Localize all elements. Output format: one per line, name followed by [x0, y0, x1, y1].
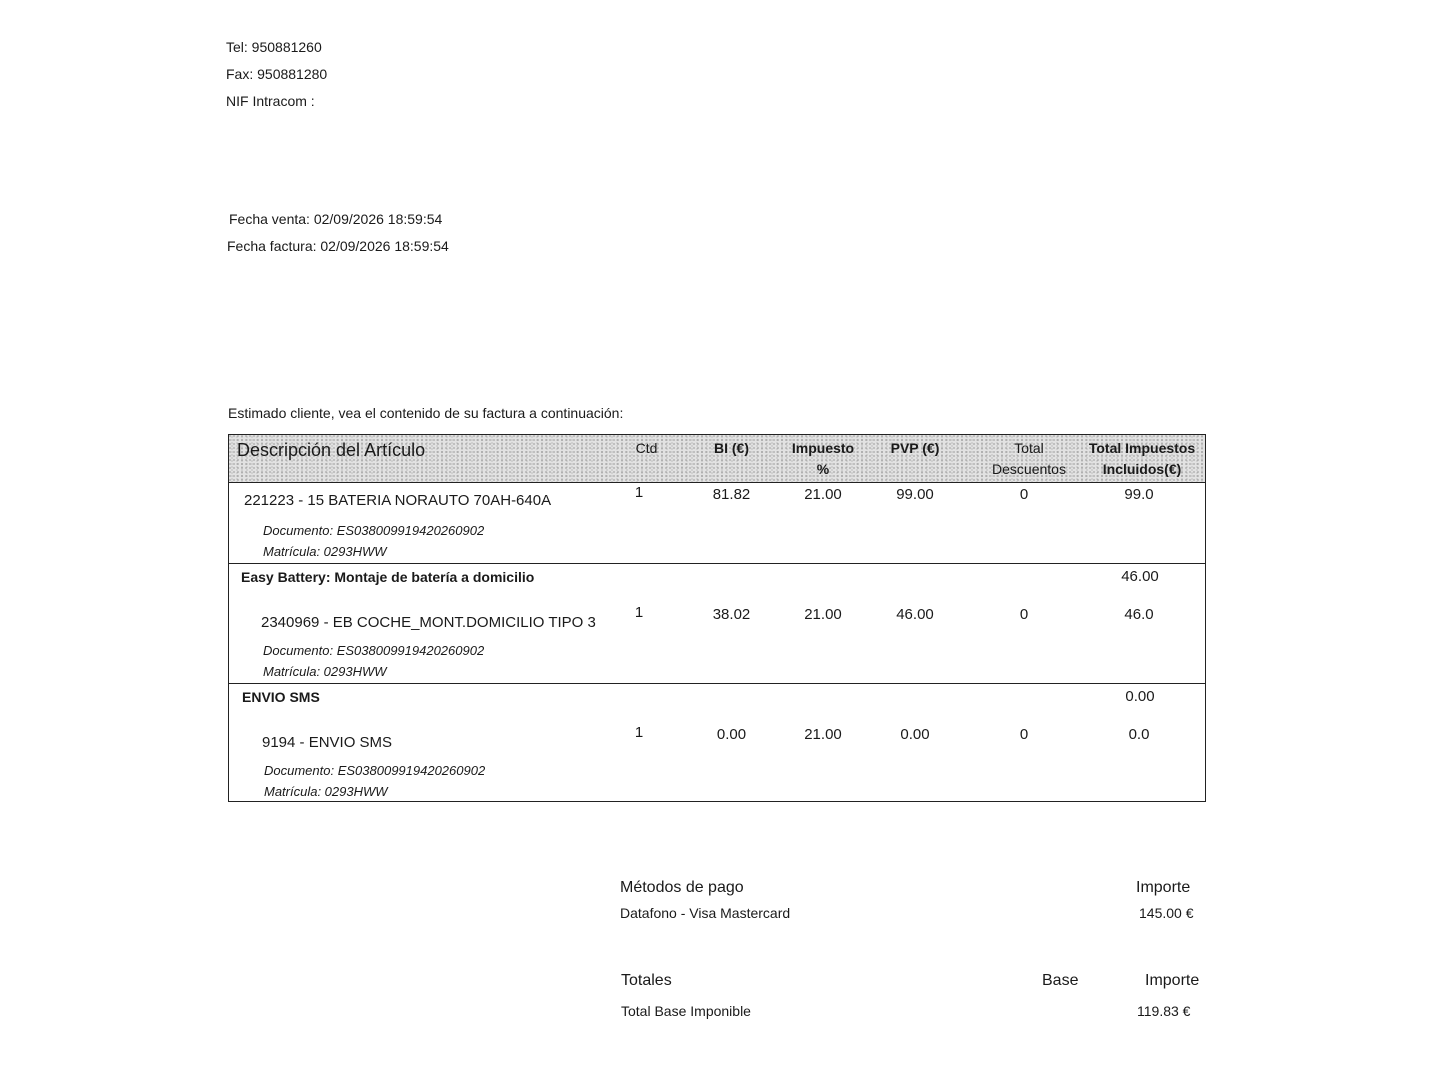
item2-descuentos: 0 — [1019, 606, 1029, 623]
section2-total: 46.00 — [1121, 568, 1159, 585]
item1-matricula: Matrícula: 0293HWW — [263, 544, 387, 559]
payment-amount: 145.00 € — [1139, 905, 1194, 921]
payment-title: Métodos de pago — [620, 879, 744, 896]
item3-impuesto: 21.00 — [804, 726, 842, 743]
item1-bi: 81.82 — [712, 486, 751, 503]
item2-pvp: 46.00 — [896, 606, 934, 623]
item1-descuentos: 0 — [1019, 486, 1029, 503]
col-total — [1081, 438, 1203, 480]
payment-method: Datafono - Visa Mastercard — [620, 905, 791, 921]
item3-description: 9194 - ENVIO SMS — [262, 734, 393, 751]
fax-number: Fax: 950881280 — [226, 66, 328, 82]
payment-amount-header: Importe — [1136, 879, 1191, 896]
item3-documento: Documento: ES038009919420260902 — [264, 763, 486, 778]
item1-documento: Documento: ES038009919420260902 — [263, 523, 485, 538]
item2-ctd: 1 — [634, 604, 644, 621]
item2-description: 2340969 - EB COCHE_MONT.DOMICILIO TIPO 3 — [261, 614, 596, 631]
nif-intracom: NIF Intracom : — [226, 93, 315, 109]
section3-title: ENVIO SMS — [242, 689, 320, 705]
item3-pvp: 0.00 — [900, 726, 930, 743]
item2-matricula: Matrícula: 0293HWW — [263, 664, 387, 679]
item1-ctd: 1 — [634, 484, 644, 501]
section2-title: Easy Battery: Montaje de batería a domicilio — [241, 569, 535, 585]
col-bi: BI (€) — [714, 440, 749, 456]
item1-impuesto: 21.00 — [804, 486, 842, 503]
row-divider — [229, 683, 1205, 684]
invoice-table — [228, 434, 1206, 802]
intro-text: Estimado cliente, vea el contenido de su factura a continuación: — [228, 405, 624, 421]
col-impuesto — [783, 438, 863, 480]
col-descripcion: Descripción del Artículo — [237, 440, 426, 460]
row-divider — [229, 563, 1205, 564]
item3-descuentos: 0 — [1019, 726, 1029, 743]
item3-bi: 0.00 — [716, 726, 747, 743]
item3-matricula: Matrícula: 0293HWW — [264, 784, 388, 799]
invoice-date: Fecha factura: 02/09/2026 18:59:54 — [227, 238, 449, 254]
col-impuesto-line2: % — [816, 461, 830, 477]
item2-total: 46.0 — [1124, 606, 1154, 623]
col-descuentos — [979, 438, 1079, 480]
totals-title: Totales — [621, 972, 672, 989]
col-pvp: PVP (€) — [890, 440, 940, 456]
item2-bi: 38.02 — [712, 606, 751, 623]
totals-amount-header: Importe — [1145, 972, 1200, 989]
col-total-line2: Incluidos(€) — [1102, 461, 1182, 477]
item1-total: 99.0 — [1124, 486, 1154, 503]
item3-ctd: 1 — [634, 724, 644, 741]
item1-pvp: 99.00 — [896, 486, 934, 503]
totals-base-header: Base — [1042, 972, 1079, 989]
table-header — [229, 435, 1205, 483]
total-base-amount: 119.83 € — [1137, 1003, 1191, 1019]
item2-documento: Documento: ES038009919420260902 — [263, 643, 485, 658]
col-impuesto-line1: Impuesto — [791, 440, 855, 456]
col-descuentos-line1: Total — [1014, 440, 1044, 456]
item3-total: 0.0 — [1128, 726, 1150, 743]
phone-number: Tel: 950881260 — [226, 39, 322, 55]
col-ctd: Ctd — [635, 440, 658, 456]
sale-date: Fecha venta: 02/09/2026 18:59:54 — [229, 211, 443, 227]
col-total-line1: Total Impuestos — [1088, 440, 1196, 456]
total-base-label: Total Base Imponible — [621, 1003, 751, 1019]
section3-total: 0.00 — [1125, 688, 1155, 705]
col-descuentos-line2: Descuentos — [992, 461, 1066, 477]
item2-impuesto: 21.00 — [804, 606, 842, 623]
item1-description: 221223 - 15 BATERIA NORAUTO 70AH-640A — [244, 492, 552, 509]
